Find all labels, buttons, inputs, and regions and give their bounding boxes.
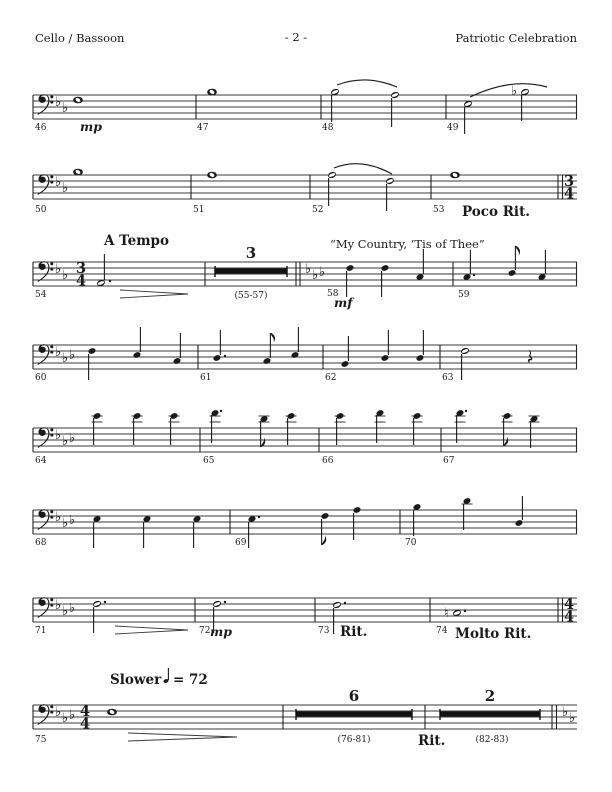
flat-icon: ♭ <box>69 431 76 446</box>
time-signature-denominator: 4 <box>79 715 91 733</box>
measure-number: 51 <box>193 205 205 215</box>
tempo-text: Slower <box>110 672 162 688</box>
tempo-marking-rit: Rit. <box>340 624 368 640</box>
flat-icon: ♭ <box>62 434 69 449</box>
flat-icon: ♭ <box>69 513 76 528</box>
section-title: “My Country, ’Tis of Thee” <box>330 237 485 251</box>
page-header <box>35 30 578 45</box>
measure-number: 72 <box>199 626 211 636</box>
measure-number: 52 <box>312 205 324 215</box>
courtesy-time-signature <box>564 596 574 626</box>
courtesy-time-signature <box>564 173 574 203</box>
flat-icon: ♭ <box>55 345 62 360</box>
time-signature-numerator: 4 <box>563 596 575 613</box>
measure-number: 54 <box>35 290 47 300</box>
time-signature-denominator: 4 <box>75 272 87 290</box>
multirest-count: 3 <box>245 244 257 262</box>
flat-icon: ♭ <box>55 705 62 720</box>
metronome-value: = 72 <box>173 672 208 688</box>
page-number: - 2 - <box>284 30 308 44</box>
flat-icon: ♭ <box>569 711 576 726</box>
dynamic-marking: mf <box>334 295 353 310</box>
measure-number: 62 <box>325 373 337 383</box>
multirest-range: (76-81) <box>337 735 371 745</box>
measure-number: 46 <box>35 123 47 133</box>
whole-note <box>73 169 83 176</box>
whole-note <box>207 172 217 179</box>
flat-icon: ♭ <box>55 262 62 277</box>
time-signature-numerator: 4 <box>79 703 91 720</box>
measure-number: 65 <box>203 456 215 466</box>
flat-icon: ♭ <box>62 101 69 116</box>
tempo-marking-molto-rit: Molto Rit. <box>455 626 532 642</box>
flat-icon: ♭ <box>62 351 69 366</box>
multirest-range: (55-57) <box>234 291 268 301</box>
time-signature <box>80 703 90 733</box>
tempo-marking-poco-rit: Poco Rit. <box>462 204 531 220</box>
measure-number: 53 <box>433 205 445 215</box>
measure-number: 61 <box>200 373 212 383</box>
measure-number: 75 <box>35 735 47 745</box>
multirest-count: 6 <box>348 687 360 705</box>
flat-icon: ♭ <box>69 348 76 363</box>
measure-number: 71 <box>35 626 47 636</box>
multirest-count: 2 <box>484 687 496 705</box>
measure-number: 48 <box>322 123 334 133</box>
flat-icon: ♭ <box>55 428 62 443</box>
flat-icon: ♭ <box>69 601 76 616</box>
time-signature-denominator: 4 <box>563 185 575 203</box>
flat-icon: ♭ <box>55 510 62 525</box>
measure-number: 73 <box>318 626 330 636</box>
part-name: Cello / Bassoon <box>35 31 125 45</box>
whole-note <box>450 172 460 179</box>
flat-icon: ♭ <box>62 711 69 726</box>
measure-number: 49 <box>447 123 459 133</box>
time-signature-numerator: 3 <box>75 260 87 277</box>
flat-icon: ♭ <box>62 268 69 283</box>
measure-number: 67 <box>443 456 455 466</box>
measure-number: 66 <box>322 456 334 466</box>
flat-icon: ♭ <box>69 708 76 723</box>
measure-number: 63 <box>442 373 454 383</box>
flat-icon: ♭ <box>55 598 62 613</box>
flat-icon: ♭ <box>305 262 312 277</box>
flat-icon: ♭ <box>319 265 326 280</box>
tempo-marking-rit: Rit. <box>418 733 446 749</box>
dynamic-marking: mp <box>80 119 102 134</box>
flat-icon: ♭ <box>55 95 62 110</box>
flat-icon: ♭ <box>562 705 569 720</box>
measure-number: 47 <box>197 123 209 133</box>
measure-number: 68 <box>35 538 47 548</box>
flat-icon: ♭ <box>62 604 69 619</box>
flat-icon: ♭ <box>312 268 319 283</box>
time-signature <box>76 260 86 290</box>
piece-title: Patriotic Celebration <box>455 31 577 45</box>
measure-number: 59 <box>458 290 470 300</box>
measure-number: 60 <box>35 373 47 383</box>
measure-number: 64 <box>35 456 47 466</box>
whole-note <box>207 89 217 96</box>
flat-icon: ♭ <box>55 175 62 190</box>
flat-icon: ♭ <box>511 84 518 99</box>
whole-note <box>73 97 83 104</box>
time-signature-denominator: 4 <box>563 608 575 626</box>
measure-number: 69 <box>235 538 247 548</box>
flat-icon: ♭ <box>62 516 69 531</box>
dynamic-marking: mp <box>210 624 232 639</box>
measure-number: 58 <box>327 289 339 299</box>
whole-note <box>107 709 117 716</box>
tempo-marking-a-tempo: A Tempo <box>104 233 169 249</box>
time-signature-numerator: 3 <box>563 173 575 190</box>
measure-number: 50 <box>35 205 47 215</box>
flat-icon: ♭ <box>62 181 69 196</box>
multirest-range: (82-83) <box>475 735 509 745</box>
measure-number: 74 <box>436 626 448 636</box>
measure-number: 70 <box>405 538 417 548</box>
natural-icon: ♮ <box>444 606 449 621</box>
